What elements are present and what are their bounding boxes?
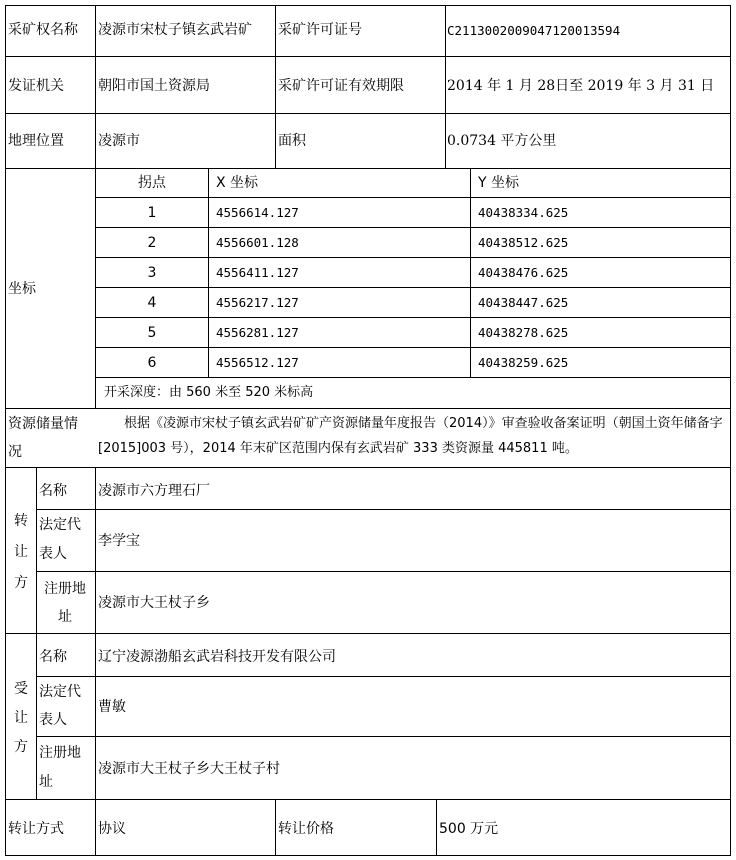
transferee-label-char: 受 [14,681,28,697]
reserves-label-line1: 资源储量情 [8,416,78,432]
row-divider [36,509,731,510]
coord-point-no: 5 [147,325,157,341]
coord-row-divider [96,227,730,228]
col-divider [436,799,437,856]
reserves-text: 根据《凌源市宋杖子镇玄武岩矿矿产资源储量年度报告（2014）》审查验收备案证明（朝国土资年储备字[2015]003 号），2014 年末矿区范围内保有玄武岩矿 333 类资源量 445811 吨。 [98,416,723,456]
row-divider [36,676,731,677]
mining-right-name-label: 采矿权名称 [8,22,78,38]
row-divider [5,113,731,114]
coord-header-x: X 坐标 [216,175,259,191]
coord-point-no: 2 [147,235,157,251]
transfer-method: 协议 [98,821,126,837]
permit-no-value: C2113002009047120013594 [447,23,621,38]
transferor-addr: 凌源市大王杖子乡 [98,595,210,611]
coord-x-value: 4556512.127 [216,355,299,370]
transferor-label-char: 让 [14,544,28,560]
row-divider [5,633,731,634]
row-divider [36,571,731,572]
coord-col-divider [208,169,209,378]
transferor-label-char: 方 [14,575,28,591]
issuer-value: 朝阳市国土资源局 [98,78,210,94]
coord-point-no: 1 [147,205,157,221]
transferee-name-label: 名称 [39,649,67,665]
table-border-right [730,5,731,856]
row-divider [36,736,731,737]
transferor-label-char: 转 [14,513,28,529]
coord-y-value: 40438512.625 [478,235,569,250]
area-label: 面积 [278,133,306,149]
transferee-addr-label-line1: 注册地 [39,745,81,761]
transferee-rep-label-line1: 法定代 [39,684,81,700]
coord-row-divider [96,377,730,378]
transferee-rep: 曹敏 [98,699,126,715]
transferor-rep-label-line2: 表人 [39,546,67,562]
coord-y-value: 40438476.625 [478,265,569,280]
row-divider [5,467,731,468]
coord-x-value: 4556614.127 [216,205,299,220]
col-divider [275,799,276,856]
mining-depth: 开采深度：由 560 米至 520 米标高 [104,385,314,400]
coord-x-value: 4556411.127 [216,265,299,280]
transferor-rep: 李学宝 [98,533,140,549]
coord-row-divider [96,317,730,318]
transfer-price-label: 转让价格 [278,821,334,837]
col-divider [36,467,37,800]
transferor-rep-label-line1: 法定代 [39,517,81,533]
table-border-bottom [5,855,731,856]
coord-y-value: 40438278.625 [478,325,569,340]
permit-no-label: 采矿许可证号 [278,22,362,38]
coord-col-divider [470,169,471,378]
coord-y-value: 40438259.625 [478,355,569,370]
row-divider [5,56,731,57]
location-value: 凌源市 [98,133,140,149]
coord-point-no: 4 [147,295,157,311]
coord-header-y: Y 坐标 [478,175,520,191]
coord-row-divider [96,197,730,198]
area-value: 0.0734 平方公里 [447,133,557,149]
coord-row-divider [96,287,730,288]
coord-header-point: 拐点 [138,175,166,191]
transferor-addr-label-line2: 址 [58,609,72,625]
reserves-label-line2: 况 [8,444,22,460]
coordinates-label: 坐标 [8,281,36,297]
row-divider [5,799,731,800]
coord-point-no: 3 [147,265,157,281]
col-divider [445,5,446,169]
coord-point-no: 6 [147,355,157,371]
coord-x-value: 4556217.127 [216,295,299,310]
coord-row-divider [96,347,730,348]
transfer-price: 500 万元 [439,821,499,837]
transferee-addr: 凌源市大王杖子乡大王杖子村 [98,761,280,777]
mining-right-name-value: 凌源市宋杖子镇玄武岩矿 [98,22,252,38]
table-border-left [5,5,6,856]
transferee-rep-label-line2: 表人 [39,712,67,728]
transferee-addr-label-line2: 址 [39,774,53,790]
transferee-name: 辽宁凌源渤船玄武岩科技开发有限公司 [98,649,336,665]
coord-y-value: 40438447.625 [478,295,569,310]
coord-y-value: 40438334.625 [478,205,569,220]
transferor-name: 凌源市六方理石厂 [98,483,210,499]
row-divider [5,168,731,169]
transferor-addr-label-line1: 注册地 [44,581,86,597]
coord-x-value: 4556281.127 [216,325,299,340]
issuer-label: 发证机关 [8,78,64,94]
transferee-label-char: 方 [14,739,28,755]
col-divider [95,467,96,856]
coord-row-divider [96,257,730,258]
validity-label: 采矿许可证有效期限 [278,78,404,94]
location-label: 地理位置 [8,133,64,149]
transferor-name-label: 名称 [39,483,67,499]
table-border-top [5,5,731,6]
row-divider [5,408,731,409]
coord-x-value: 4556601.128 [216,235,299,250]
validity-value: 2014 年 1 月 28日至 2019 年 3 月 31 日 [447,78,715,94]
col-divider [275,5,276,169]
transferee-label-char: 让 [14,710,28,726]
transfer-method-label: 转让方式 [8,821,64,837]
